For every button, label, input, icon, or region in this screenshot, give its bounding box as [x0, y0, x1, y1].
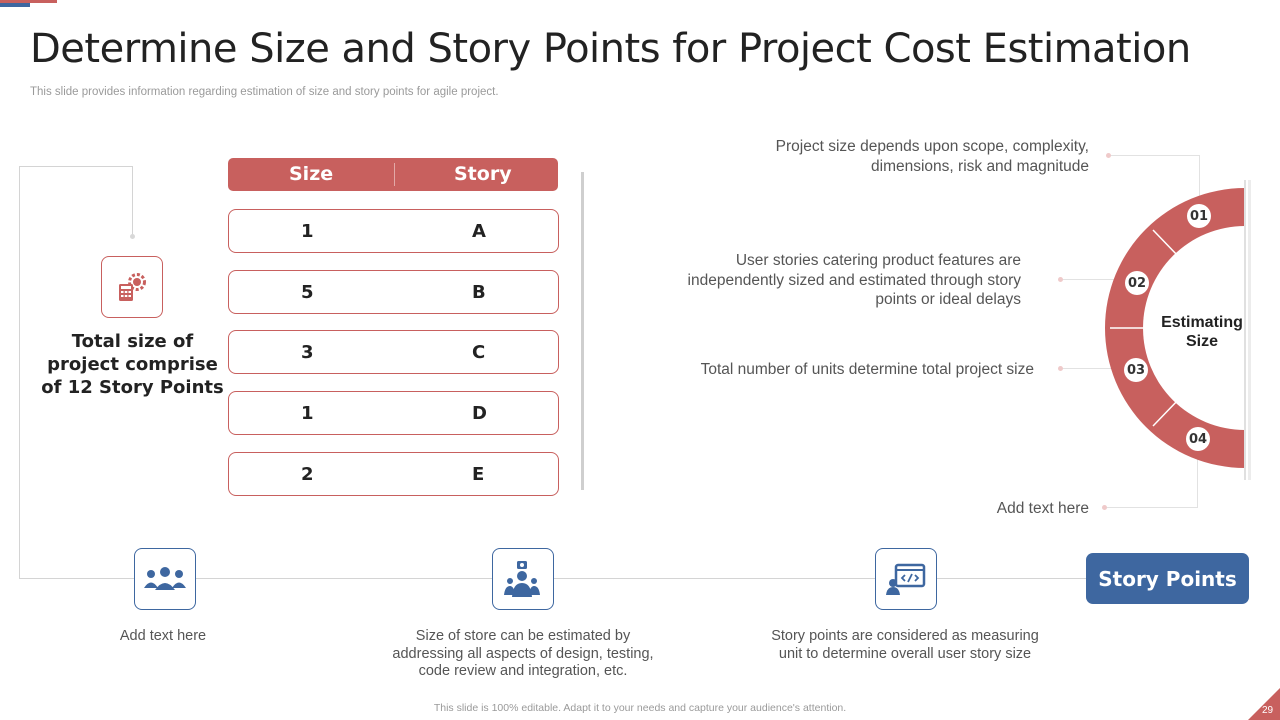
manager-icon-box: [492, 548, 554, 610]
page-title: Determine Size and Story Points for Project Cost Estimation: [30, 26, 1191, 72]
page-number: 29: [1262, 705, 1274, 716]
estimating-number-01: 01: [1187, 204, 1211, 228]
team-icon: [143, 564, 187, 594]
vertical-separator: [581, 172, 584, 490]
row-story: C: [472, 342, 486, 363]
estimating-number-04: 04: [1186, 427, 1210, 451]
page-subtitle: This slide provides information regarding estimation of size and story points for agile project.: [30, 86, 499, 98]
estimating-size-label: Estimating Size: [1161, 314, 1243, 350]
top-accent-blue: [0, 3, 30, 7]
connector-dot: [130, 234, 135, 239]
row-story: A: [472, 221, 486, 242]
bottom-text-3: Story points are considered as measuring unit to determine overall user story size: [771, 628, 1039, 662]
header-size: Size: [289, 163, 334, 185]
connector-line: [132, 166, 133, 236]
estimating-item-04-text: Add text here: [996, 500, 1089, 517]
estimating-item-02-text: User stories catering product features are independently sized and estimated through story points or ideal delays: [687, 252, 1021, 308]
header-divider: [394, 163, 395, 186]
table-header: [228, 158, 558, 191]
connector-dot: [1102, 505, 1107, 510]
estimating-item-01-text: Project size depends upon scope, complexity, dimensions, risk and magnitude: [775, 138, 1089, 175]
connector-dot: [1058, 366, 1063, 371]
footer-note: This slide is 100% editable. Adapt it to your needs and capture your audience's attention.: [433, 702, 847, 714]
table-row: [228, 391, 559, 435]
row-story: B: [472, 282, 486, 303]
row-size: 1: [301, 403, 314, 424]
story-points-button[interactable]: Story Points: [1086, 553, 1249, 604]
row-story: E: [472, 464, 485, 485]
connector-line: [19, 166, 133, 167]
connector-line: [1110, 155, 1200, 156]
table-row: [228, 330, 559, 374]
row-size: 5: [301, 282, 314, 303]
estimating-item-03-text: Total number of units determine total project size: [700, 361, 1034, 378]
table-row: [228, 209, 559, 253]
row-story: D: [472, 403, 487, 424]
row-size: 2: [301, 464, 314, 485]
bottom-text-2: Size of store can be estimated by addressing all aspects of design, testing, code review and integration, etc.: [392, 628, 654, 679]
connector-line: [19, 166, 20, 578]
row-size: 3: [301, 342, 314, 363]
table-row: [228, 270, 559, 314]
manager-icon: [503, 559, 543, 599]
code-screen-icon: [886, 561, 926, 597]
connector-dot: [1106, 153, 1111, 158]
connector-line: [1106, 507, 1198, 508]
calculator-gear-icon: [115, 270, 149, 304]
bottom-text-1: Add text here: [119, 628, 207, 644]
code-screen-icon-box: [875, 548, 937, 610]
team-icon-box: [134, 548, 196, 610]
calculator-gear-icon-box: [101, 256, 163, 318]
header-story: Story: [454, 163, 512, 185]
connector-dot: [1058, 277, 1063, 282]
total-story-points-text: Total size of project comprise of 12 Story Points: [41, 331, 224, 398]
estimating-number-03: 03: [1124, 358, 1148, 382]
row-size: 1: [301, 221, 314, 242]
table-row: [228, 452, 559, 496]
estimating-number-02: 02: [1125, 271, 1149, 295]
